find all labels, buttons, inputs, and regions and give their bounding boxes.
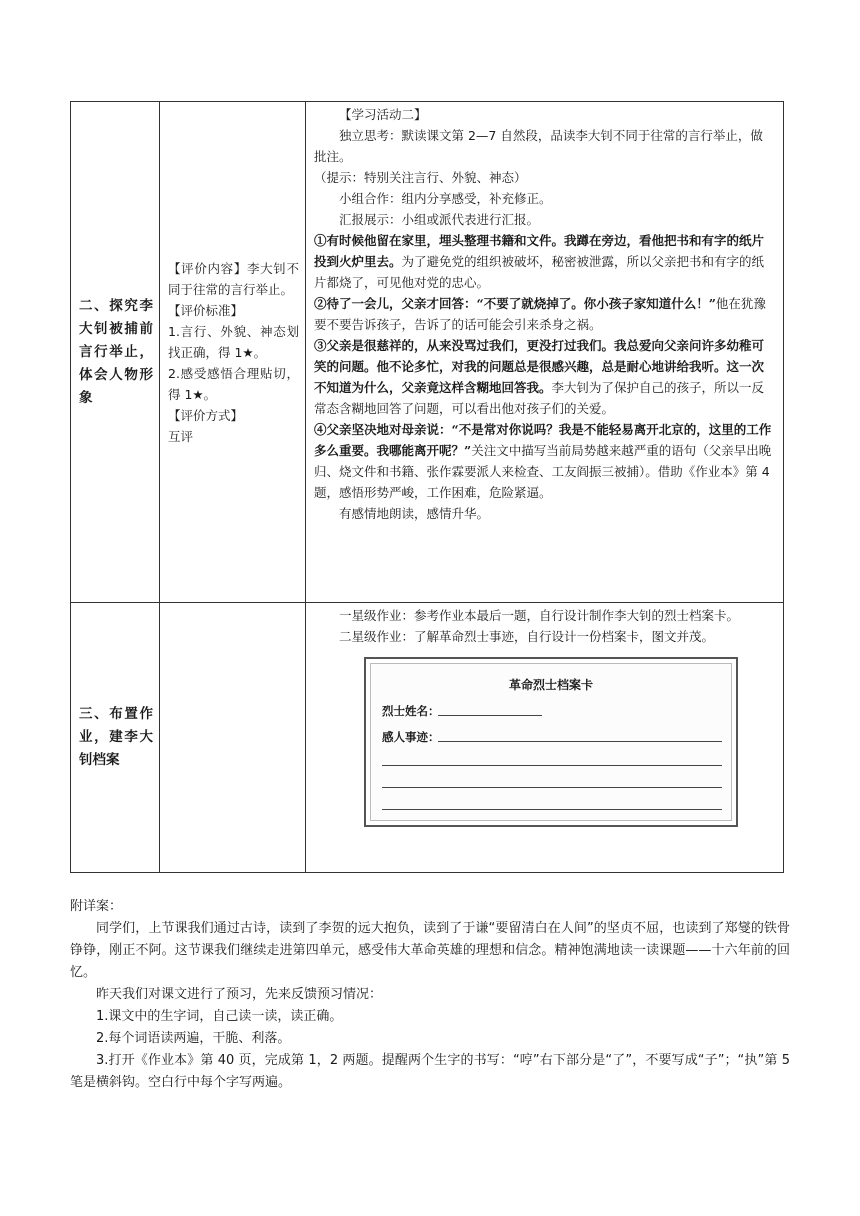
eval-standard-2: 2.感受感悟合理贴切，得 1★。: [168, 365, 299, 402]
section3-homework-cell: [306, 603, 784, 873]
homework-1: 一星级作业：参考作业本最后一题，自行设计制作李大钊的烈士档案卡。: [339, 608, 740, 623]
card-deeds-line: [438, 741, 722, 742]
eval-content-label: 【评价内容】: [168, 260, 247, 276]
activity-read: 有感情地朗读，感情升华。: [339, 506, 490, 521]
quote-4-text: 关注文中描写当前局势越来越严重的语句（父亲早出晚归、烧文件和书籍、张作霖要派人来检查、工友阎振三被捕）。借助《作业本》第 4 题，感悟形势严峻，工作困难，危险紧逼。: [314, 443, 772, 500]
table-row-section3: [71, 603, 784, 873]
lesson-plan-table: [70, 101, 784, 873]
card-name-label: 烈士姓名：: [382, 704, 440, 718]
section3-title: 三、布置作业，建李大钊档案: [79, 706, 153, 768]
detail-paragraph-5: 3.打开《作业本》第 40 页，完成第 1，2 两题。提醒两个生字的书写：“哼”右下部分是“了”，不要写成“子”；“执”第 5 笔是横斜钩。空白行中每个字写两遍。: [70, 1053, 790, 1090]
quote-3-text: 李大钊为了保护自己的孩子，所以一反常态含糊地回答了问题，可以看出他对孩子们的关爱。: [314, 380, 765, 416]
card-blank-line: [382, 765, 722, 766]
detail-paragraph-4: 2.每个词语读两遍，干脆、利落。: [96, 1031, 291, 1046]
card-blank-line: [382, 809, 722, 810]
detail-label: 附详案：: [70, 899, 123, 914]
card-blank-line: [382, 787, 722, 788]
section3-eval-cell: [160, 603, 306, 873]
activity-report: 汇报展示：小组或派代表进行汇报。: [339, 212, 540, 227]
quote-2-text: 他在犹豫要不要告诉孩子，告诉了的话可能会引来杀身之祸。: [314, 296, 766, 332]
card-deeds-label: 感人事迹：: [382, 730, 440, 744]
eval-method-text: 互评: [168, 428, 194, 444]
section2-eval-cell: [160, 102, 306, 603]
section3-homework: [306, 603, 783, 835]
homework-2: 二星级作业：了解革命烈士事迹，自行设计一份档案卡，图文并茂。: [339, 629, 715, 644]
quote-4: [314, 419, 775, 503]
martyr-archive-card: [364, 657, 738, 827]
detailed-plan: [70, 896, 790, 1094]
card-name-line: [438, 715, 542, 716]
section2-eval: [160, 258, 305, 447]
quote-1-text: 为了避免党的组织被破坏，秘密被泄露，所以父亲把书和有字的纸片都烧了，可见他对党的忠心。: [314, 254, 765, 290]
detail-paragraph-2: 昨天我们对课文进行了预习，先来反馈预习情况：: [96, 987, 383, 1002]
eval-method-label: 【评价方式】: [168, 407, 244, 423]
quote-2: [314, 293, 775, 335]
section3-title-cell: [71, 603, 160, 873]
section2-title: 二、探究李大钊被捕前言行举止，体会人物形象: [79, 297, 153, 406]
quote-1-bold: ①有时候他留在家里，埋头整理书籍和文件。我蹲在旁边，看他把书和有字的纸片投到火炉里去。: [314, 233, 765, 269]
table-row-section2: [71, 102, 784, 603]
eval-standard-1: 1.言行、外貌、神态划找正确，得 1★。: [168, 323, 299, 360]
detail-paragraph-1: 同学们，上节课我们通过古诗，读到了李贺的远大抱负，读到了于谦“要留清白在人间”的坚贞不屈，也读到了郑燮的铁骨铮铮，刚正不阿。这节课我们继续走进第四单元，感受伟大革命英雄的理想和信念。精神饱满地读一读课题——十六年前的回忆。: [70, 921, 790, 980]
activity-hint: （提示：特别关注言行、外貌、神态）: [314, 170, 527, 185]
section2-title-cell: [71, 102, 160, 603]
section2-activity-cell: [306, 102, 784, 603]
section2-activity: [306, 102, 783, 526]
eval-standard-label: 【评价标准】: [168, 302, 244, 318]
quote-3: [314, 335, 775, 419]
activity-group: 小组合作：组内分享感受，补充修正。: [339, 191, 552, 206]
quote-4-bold: ④父亲坚决地对母亲说：“不是常对你说吗？我是不能轻易离开北京的，这里的工作多么重要。我哪能离开呢？”: [314, 422, 772, 458]
activity-heading: 【学习活动二】: [339, 107, 427, 122]
card-title: 革命烈士档案卡: [508, 678, 593, 692]
quote-2-bold: ②待了一会儿，父亲才回答：“不要了就烧掉了。你小孩子家知道什么！”: [314, 296, 716, 311]
eval-content-text: 李大钊不同于往常的言行举止。: [168, 260, 299, 297]
quote-3-bold: ③父亲是很慈祥的，从来没骂过我们，更没打过我们。我总爱向父亲问许多幼稚可笑的问题。他不论多忙，对我的问题总是很感兴趣，总是耐心地讲给我听。这一次不知道为什么，父亲竟这样含糊地回答我。: [314, 338, 765, 395]
detail-paragraph-3: 1.课文中的生字词，自己读一读，读正确。: [96, 1009, 343, 1024]
activity-think: 独立思考：默读课文第 2—7 自然段，品读李大钊不同于往常的言行举止，做批注。: [314, 128, 763, 164]
quote-1: [314, 230, 775, 293]
